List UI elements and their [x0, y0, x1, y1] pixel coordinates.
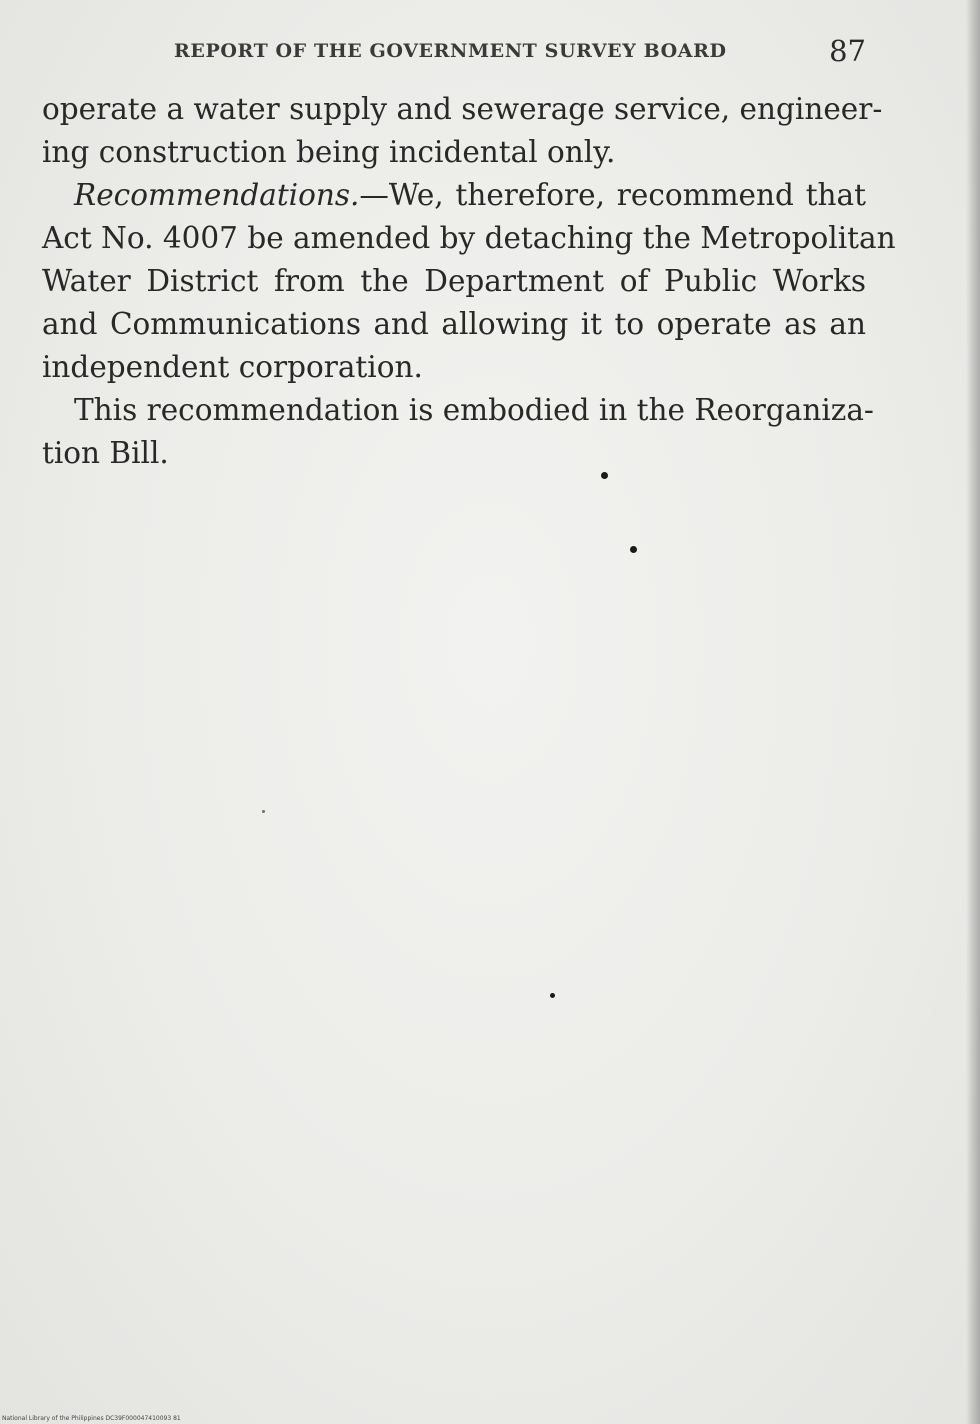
scan-footer-note: National Library of the Philippines DC39F000047410093 81 [2, 1415, 181, 1422]
text-line: Water District from the Department of Public Works [42, 264, 866, 298]
text-line-content: This recommendation is embodied in the Reorganiza- [74, 393, 874, 427]
text-line: tion Bill. [42, 436, 169, 470]
lead-text: —We, therefore, recommend that [359, 178, 866, 212]
running-head: REPORT OF THE GOVERNMENT SURVEY BOARD [174, 40, 727, 62]
paragraph-2 [42, 174, 896, 389]
body-text [42, 88, 896, 475]
page-number: 87 [829, 34, 866, 68]
ink-speck [262, 810, 265, 813]
ink-speck [601, 472, 608, 479]
page-edge-shadow [966, 0, 980, 1424]
text-line: Act No. 4007 be amended by detaching the Metropolitan [42, 221, 896, 255]
recommendations-heading: Recommendations. [74, 178, 360, 212]
page-header [174, 36, 866, 68]
ink-speck [550, 993, 555, 998]
text-line: independent corporation. [42, 350, 423, 384]
ink-speck [630, 546, 637, 553]
text-line: and Communications and allowing it to operate as an [42, 307, 866, 341]
paragraph-3 [42, 389, 874, 475]
text-line: ing construction being incidental only. [42, 135, 616, 169]
text-line [42, 389, 874, 432]
text-line-lead [42, 174, 866, 217]
text-line: operate a water supply and sewerage service, engineer- [42, 92, 883, 126]
paragraph-1 [42, 88, 883, 174]
